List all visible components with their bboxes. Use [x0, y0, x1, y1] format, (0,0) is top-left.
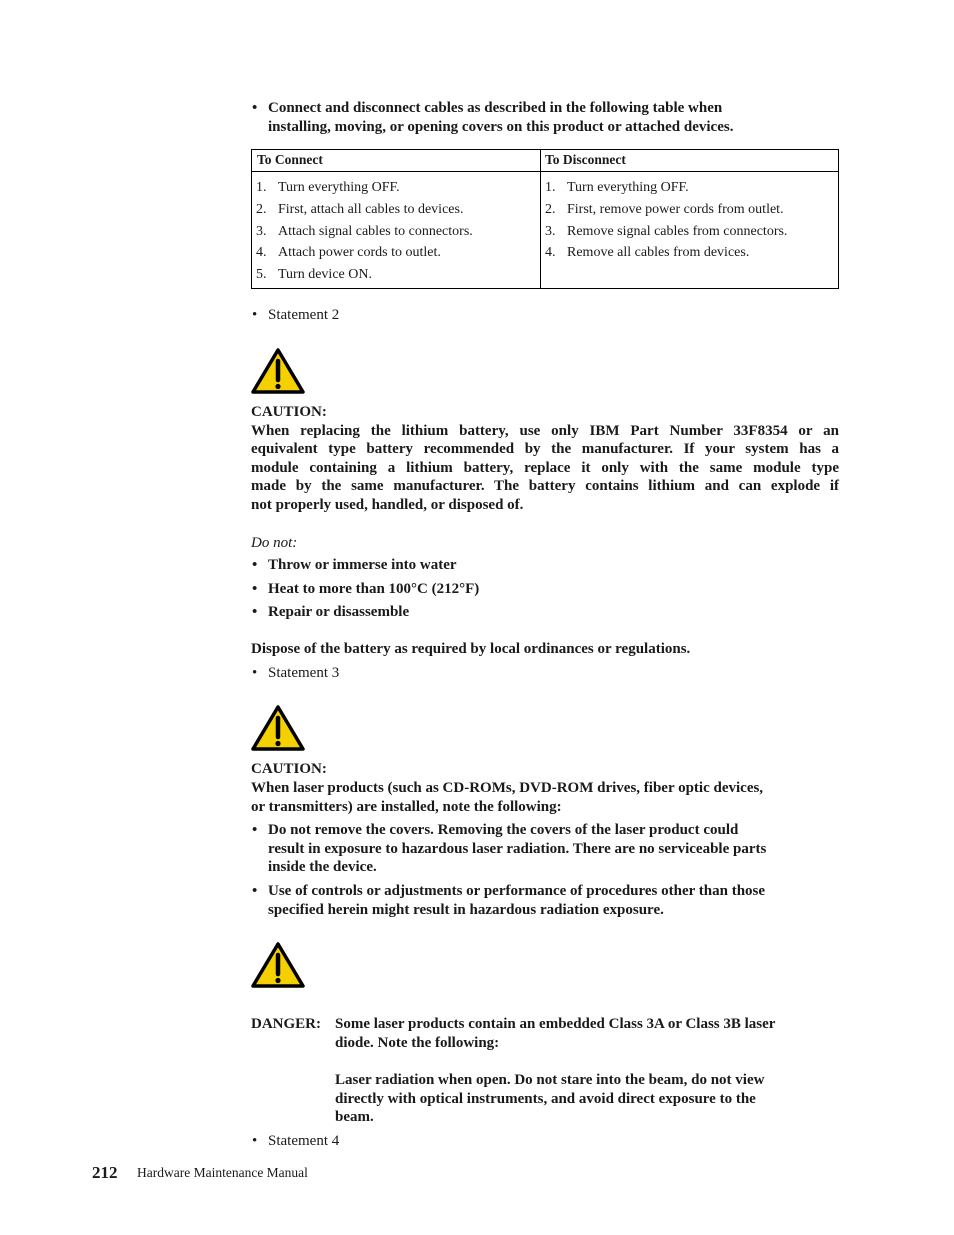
- statement-4-label: Statement 4: [268, 1133, 340, 1149]
- caution-line: equivalent type battery recommended by the manufacturer. If your system has a: [251, 441, 839, 458]
- battery-caution-text: [251, 422, 851, 515]
- intro-bullet: •: [252, 100, 258, 116]
- statement-2-bullet: •: [252, 307, 258, 323]
- step-text: Turn device ON.: [278, 267, 372, 283]
- caution-line: module containing a lithium battery, replace it only with the same module type: [251, 459, 839, 476]
- do-not-item: Throw or immerse into water: [268, 557, 457, 573]
- caution-line: When laser products (such as CD-ROMs, DVD-ROM drives, fiber optic devices,: [251, 780, 764, 796]
- caution-line: not properly used, handled, or disposed of.: [251, 496, 524, 513]
- caution-label-3: CAUTION:: [251, 761, 327, 777]
- laser-radiation-warning: [335, 1071, 845, 1127]
- do-not-item: Repair or disassemble: [268, 604, 410, 621]
- step-text: Remove all cables from devices.: [567, 245, 750, 261]
- step-text: Turn everything OFF.: [278, 180, 400, 195]
- intro-line-2: installing, moving, or opening covers on this product or attached devices.: [268, 118, 734, 135]
- danger-line: Some laser products contain an embedded Class 3A or Class 3B laser: [335, 1016, 776, 1032]
- item-line: result in exposure to hazardous laser radiation. There are no serviceable parts: [268, 840, 767, 857]
- step-text: Attach signal cables to connectors.: [278, 223, 473, 239]
- item-line: specified herein might result in hazardous radiation exposure.: [268, 901, 664, 918]
- step-text: Remove signal cables from connectors.: [567, 223, 788, 239]
- list-bullet: •: [252, 883, 258, 899]
- statement-3-bullet: •: [252, 665, 258, 681]
- list-bullet: •: [252, 557, 258, 573]
- danger-label: DANGER:: [251, 1016, 321, 1032]
- caution-line: made by the same manufacturer. The battery contains lithium and can explode if: [251, 478, 839, 495]
- intro-line-1: Connect and disconnect cables as described in the following table when: [268, 100, 723, 116]
- step-number: 1.: [545, 180, 556, 195]
- caution-line: When replacing the lithium battery, use only IBM Part Number 33F8354 or an: [251, 422, 839, 439]
- step-text: First, attach all cables to devices.: [278, 201, 464, 217]
- step-number: 4.: [256, 245, 267, 261]
- step-number: 4.: [545, 245, 556, 261]
- step-number: 5.: [256, 267, 267, 283]
- laser-caution-item: [268, 821, 848, 877]
- warning-triangle-icon: [251, 347, 305, 395]
- do-not-item: Heat to more than 100°C (212°F): [268, 580, 480, 597]
- laser-caution-item: [268, 882, 848, 919]
- step-number: 2.: [545, 201, 556, 217]
- table-header-divider: [252, 171, 838, 172]
- step-number: 2.: [256, 201, 267, 217]
- list-bullet: •: [252, 580, 258, 597]
- danger-line: Laser radiation when open. Do not stare into the beam, do not view: [335, 1072, 765, 1088]
- list-bullet: •: [252, 604, 258, 621]
- intro-text: [268, 99, 848, 136]
- statement-4-bullet: •: [252, 1133, 258, 1149]
- statement-2-label: Statement 2: [268, 307, 340, 323]
- manual-title: Hardware Maintenance Manual: [137, 1165, 308, 1180]
- warning-triangle-icon: [251, 941, 305, 989]
- step-number: 1.: [256, 180, 267, 195]
- cable-table: [251, 149, 839, 289]
- step-text: Attach power cords to outlet.: [278, 245, 441, 261]
- item-line: Do not remove the covers. Removing the covers of the laser product could: [268, 822, 739, 838]
- laser-caution-intro: [251, 779, 851, 816]
- warning-triangle-icon: [251, 704, 305, 752]
- caution-label-2: CAUTION:: [251, 404, 327, 420]
- step-text: Turn everything OFF.: [567, 180, 689, 195]
- to-disconnect-header: To Disconnect: [545, 152, 626, 167]
- step-number: 3.: [256, 223, 267, 239]
- danger-line: beam.: [335, 1109, 374, 1126]
- list-bullet: •: [252, 822, 258, 838]
- danger-line: diode. Note the following:: [335, 1034, 500, 1051]
- danger-line: directly with optical instruments, and avoid direct exposure to the: [335, 1090, 756, 1107]
- danger-text: [335, 1015, 845, 1052]
- dispose-text: Dispose of the battery as required by local ordinances or regulations.: [251, 641, 691, 657]
- statement-3-label: Statement 3: [268, 665, 340, 681]
- item-line: Use of controls or adjustments or performance of procedures other than those: [268, 883, 766, 899]
- caution-line: or transmitters) are installed, note the following:: [251, 798, 562, 815]
- item-line: inside the device.: [268, 859, 377, 876]
- to-connect-header: To Connect: [257, 152, 323, 167]
- page-number: 212: [92, 1163, 118, 1182]
- do-not-label: Do not:: [251, 535, 298, 551]
- step-number: 3.: [545, 223, 556, 239]
- step-text: First, remove power cords from outlet.: [567, 201, 784, 217]
